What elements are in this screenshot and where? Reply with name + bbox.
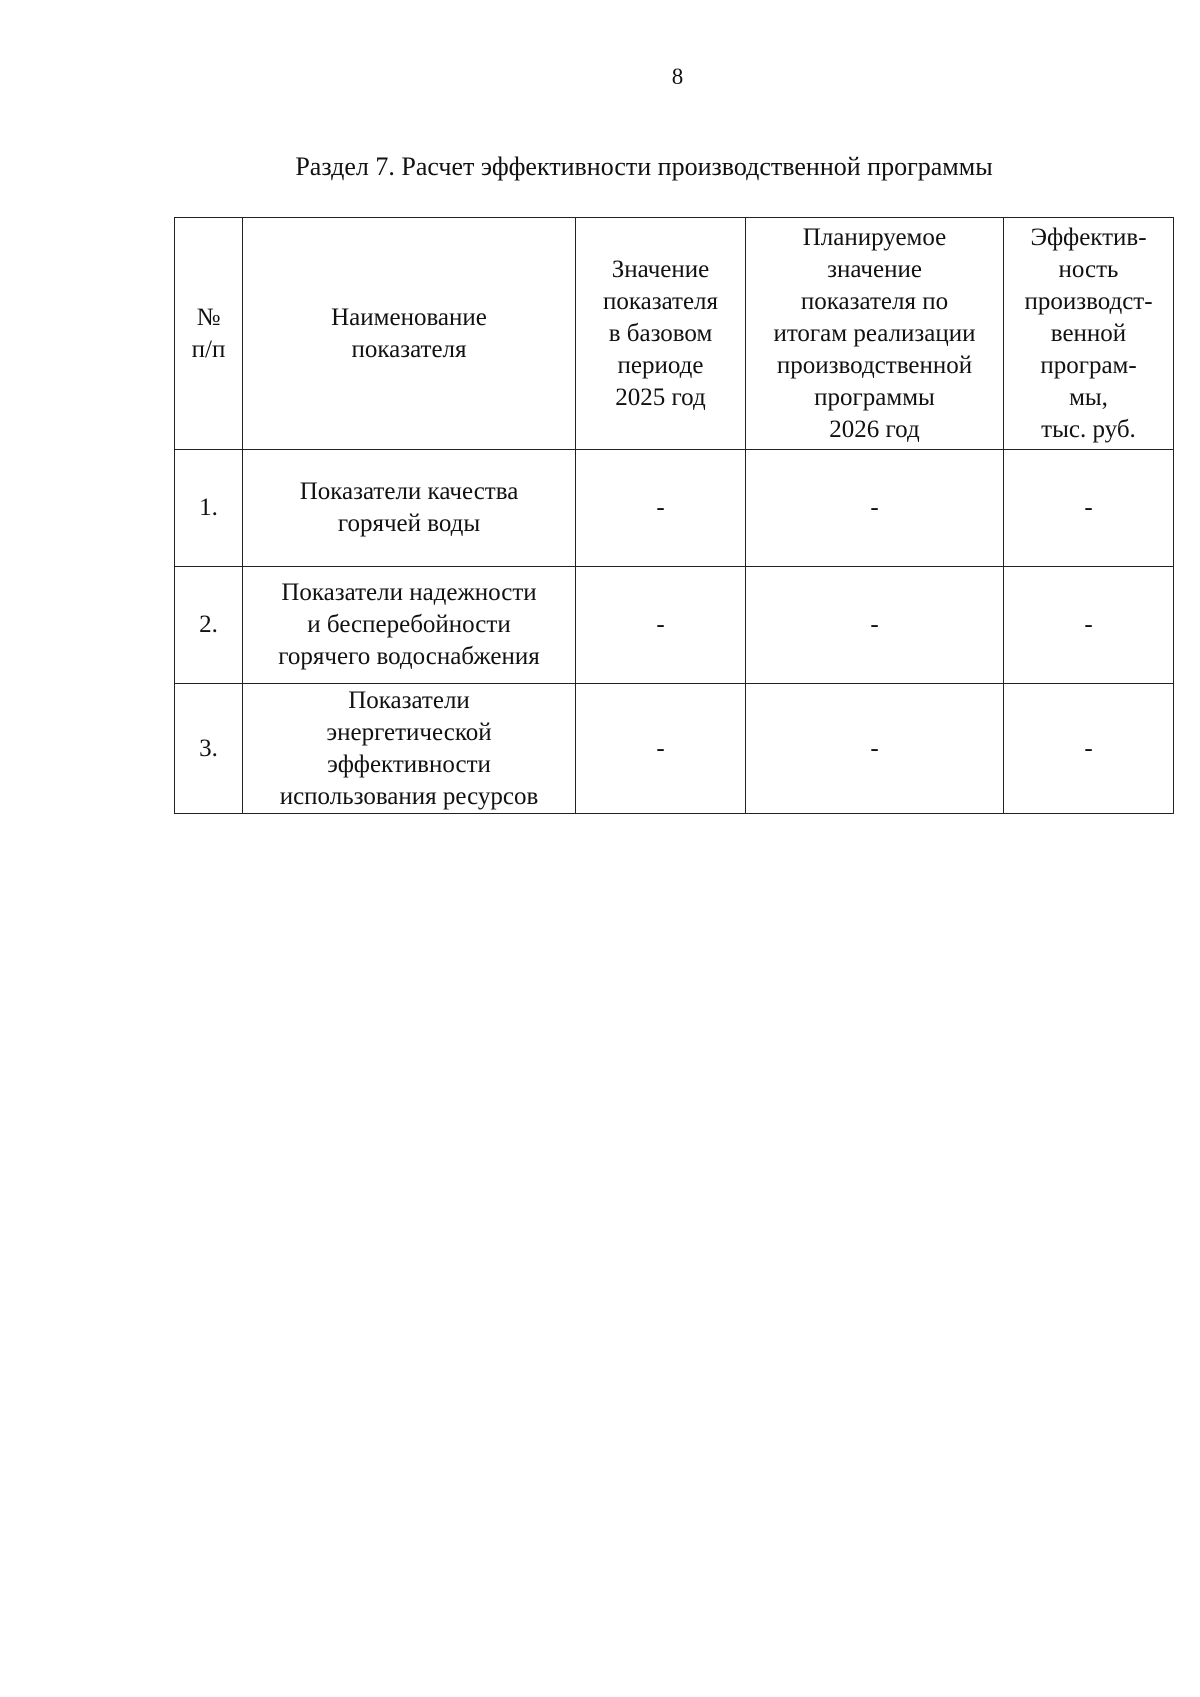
row-efficiency: - — [1004, 684, 1174, 814]
header-number: № п/п — [175, 218, 243, 450]
table-header — [175, 218, 1174, 450]
table-row — [175, 684, 1174, 814]
row-indicator-name: Показатели надежности и бесперебойности горячего водоснабжения — [243, 567, 576, 684]
row-indicator-name: Показатели качества горячей воды — [243, 450, 576, 567]
header-base-value: Значение показателя в базовом периоде 2025 год — [576, 218, 746, 450]
row-base-value: - — [576, 450, 746, 567]
section-title: Раздел 7. Расчет эффективности производственной программы — [295, 152, 993, 181]
header-row — [175, 218, 1174, 450]
row-efficiency: - — [1004, 567, 1174, 684]
row-base-value: - — [576, 684, 746, 814]
row-planned-value: - — [746, 450, 1004, 567]
row-number: 1. — [175, 450, 243, 567]
row-planned-value: - — [746, 684, 1004, 814]
header-efficiency: Эффектив- ность производст- венной програм- мы, тыс. руб. — [1004, 218, 1174, 450]
table-body — [175, 450, 1174, 814]
row-base-value: - — [576, 567, 746, 684]
table-row — [175, 450, 1174, 567]
row-number: 3. — [175, 684, 243, 814]
row-number: 2. — [175, 567, 243, 684]
page-number: 8 — [671, 64, 684, 89]
table-row — [175, 567, 1174, 684]
row-efficiency: - — [1004, 450, 1174, 567]
header-indicator-name: Наименование показателя — [243, 218, 576, 450]
header-planned-value: Планируемое значение показателя по итогам реализации производственной программы 2026 год — [746, 218, 1004, 450]
efficiency-table — [174, 217, 1174, 814]
row-planned-value: - — [746, 567, 1004, 684]
row-indicator-name: Показатели энергетической эффективности использования ресурсов — [243, 684, 576, 814]
